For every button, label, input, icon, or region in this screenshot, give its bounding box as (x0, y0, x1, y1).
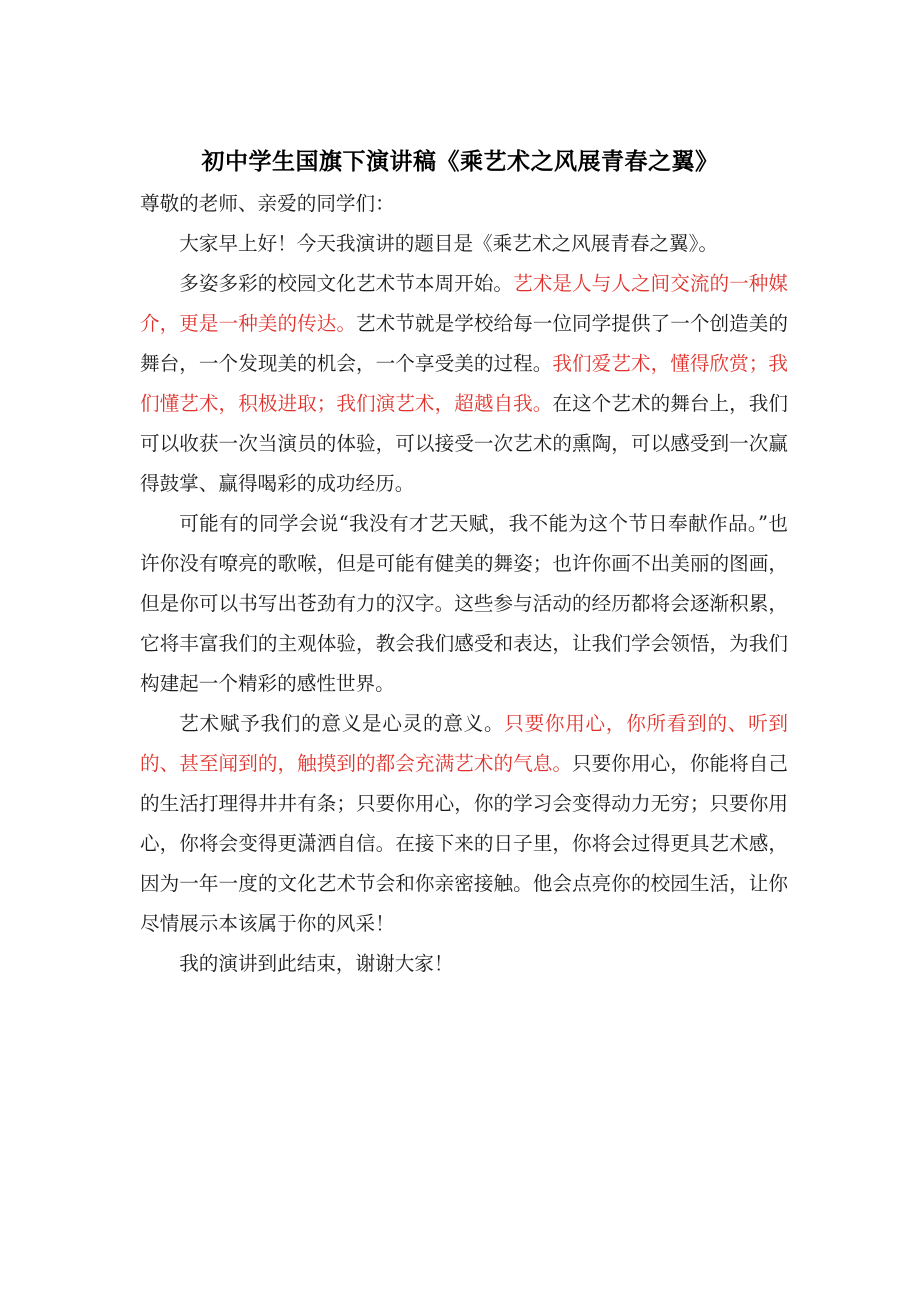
document-body (140, 184, 788, 984)
paragraph-2-text-3: 在这个艺术的舞台上，我们可以收获一次当演员的体验，可以接受一次艺术的熏陶，可以感受到一次赢得鼓掌、赢得喝彩的成功经历。 (140, 392, 789, 495)
paragraph-2-highlight-2: 我们爱艺术，懂得欣赏；我们懂艺术，积极进取；我们演艺术，超越自我。 (140, 352, 789, 415)
paragraph-2-highlight-1: 艺术是人与人之间交流的一种媒介，更是一种美的传达。 (140, 272, 788, 335)
closing-line-text: 我的演讲到此结束，谢谢大家！ (179, 952, 454, 975)
paragraph-4-text-1: 艺术赋予我们的意义是心灵的意义。 (179, 712, 505, 735)
paragraph-2-text-1: 多姿多彩的校园文化艺术节本周开始。 (179, 272, 514, 295)
paragraph-3-text: 可能有的同学会说“我没有才艺天赋，我不能为这个节日奉献作品。”也许你没有嘹亮的歌喉，但是可能有健美的舞姿；也许你画不出美丽的图画，但是你可以书写出苍劲有力的汉字。这些参与活动的经历都将会逐渐积累，它将丰富我们的主观体验，教会我们感受和表达，让我们学会领悟，为我们构建起一个精彩的感性世界。 (140, 512, 788, 695)
greeting-line: 尊敬的老师、亲爱的同学们： (140, 192, 395, 215)
paragraph-3 (140, 504, 788, 704)
document-title: 初中学生国旗下演讲稿《乘艺术之风展青春之翼》 (201, 149, 719, 175)
paragraph-4-highlight-1: 只要你用心，你所看到的、听到的、甚至闻到的，触摸到的都会充满艺术的气息。 (140, 712, 789, 775)
closing-line (140, 944, 788, 984)
paragraph-1 (140, 224, 788, 264)
paragraph-4-text-2: 只要你用心，你能将自己的生活打理得井井有条；只要你用心，你的学习会变得动力无穷；只要你用心，你将会变得更潇洒自信。在接下来的日子里，你将会过得更具艺术感，因为一年一度的文化艺术节会和你亲密接触。他会点亮你的校园生活，让你尽情展示本该属于你的风采！ (140, 752, 789, 935)
paragraph-2 (140, 264, 788, 504)
paragraph-4 (140, 704, 788, 944)
paragraph-1-text: 大家早上好！今天我演讲的题目是《乘艺术之风展青春之翼》。 (179, 232, 719, 255)
paragraph-2-text-2: 艺术节就是学校给每一位同学提供了一个创造美的舞台，一个发现美的机会，一个享受美的过程。 (140, 312, 789, 375)
